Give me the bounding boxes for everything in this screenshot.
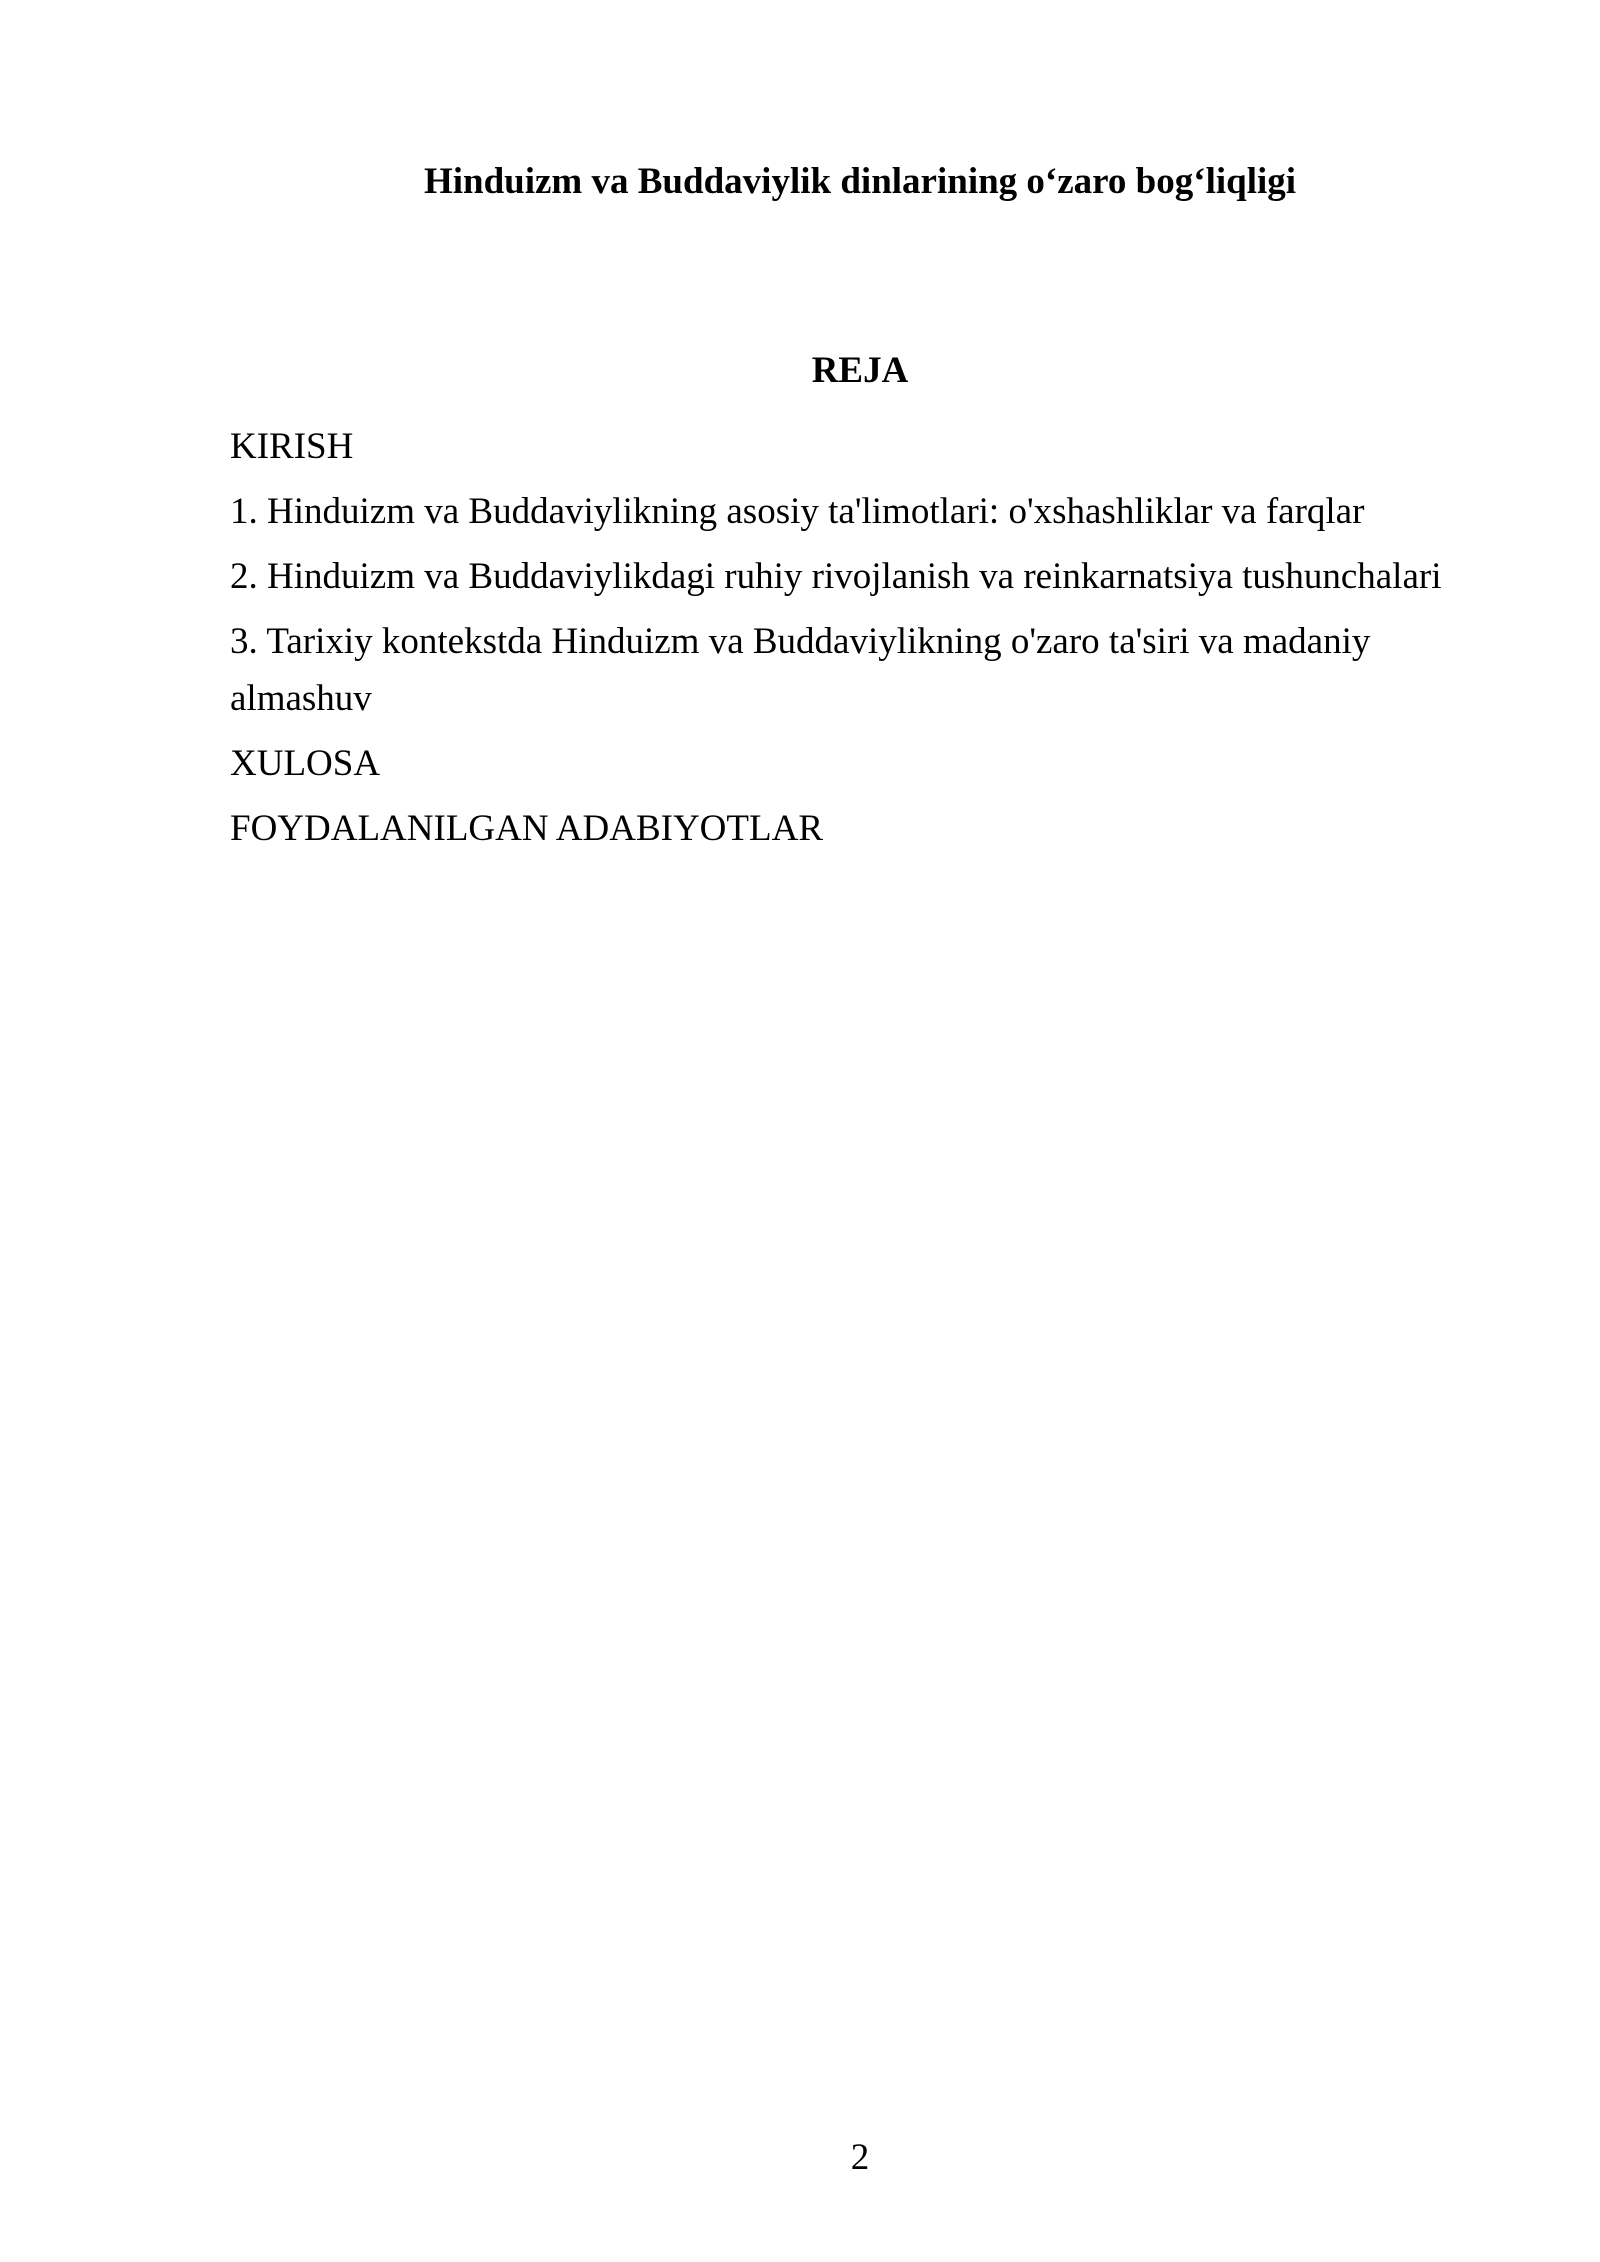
toc-item-section-3: 3. Tarixiy kontekstda Hinduizm va Buddaviylikning o'zaro ta'siri va madaniy almashuv	[230, 621, 1371, 719]
table-of-contents	[230, 418, 1480, 865]
page-number: 2	[850, 2137, 870, 2178]
toc-item-section-1: 1. Hinduizm va Buddaviylikning asosiy ta'limotlari: o'xshashliklar va farqlar	[230, 491, 1365, 532]
plan-heading: REJA	[811, 350, 909, 391]
toc-item-conclusion: XULOSA	[230, 743, 381, 784]
toc-item-section-2: 2. Hinduizm va Buddaviylikdagi ruhiy rivojlanish va reinkarnatsiya tushunchalari	[230, 556, 1442, 597]
document-title: Hinduizm va Buddaviylik dinlarining o‘zaro bog‘liqligi	[423, 161, 1297, 202]
toc-item-introduction: KIRISH	[230, 426, 354, 467]
toc-item-references: FOYDALANILGAN ADABIYOTLAR	[230, 808, 823, 849]
